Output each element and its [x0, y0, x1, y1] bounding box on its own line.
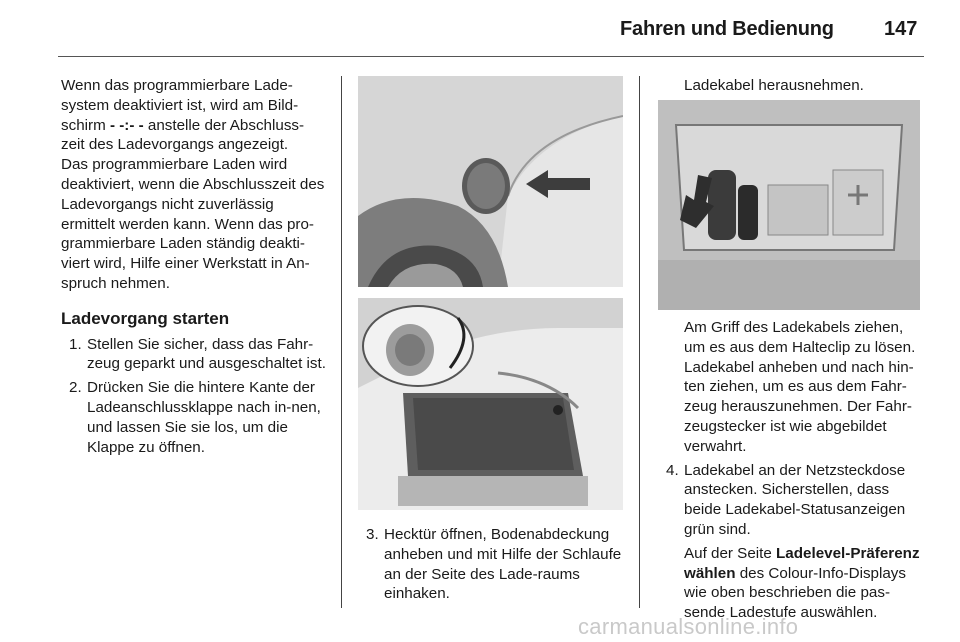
column-divider-left — [341, 76, 342, 608]
right-column-intro — [658, 76, 926, 96]
step-text: Stellen Sie sicher, dass das Fahr-zeug geparkt und ausgeschaltet ist. — [87, 335, 326, 373]
page-header-title: Fahren und Bedienung — [620, 18, 834, 40]
left-column — [61, 76, 326, 461]
deactivation-paragraph: Das programmierbare Laden wird deaktiviert, wenn die Abschlusszeit des Ladevorgangs nicht zuverlässig ermittelt werden kann. Wenn das pro-grammierbare Laden ständig deakti-viert wird, Hilfe einer Werkstatt in An-spruch nehmen. — [61, 156, 325, 292]
step-number: 3. — [366, 526, 379, 543]
blank-time-display: - -:- - — [109, 116, 144, 134]
steps-list-final — [658, 461, 926, 540]
charging-flap-illustration — [358, 76, 623, 287]
cable-storage-illustration — [658, 100, 920, 310]
cable-removal-instructions: Am Griff des Ladekabels ziehen, um es aus dem Halteclip zu lösen. Ladekabel anheben und nach hin-ten ziehen, um es aus dem Fahr-zeug herauszunehmen. Der Fahr-zeugstecker ist wie abgebildet verwahrt. — [684, 319, 916, 455]
cargo-area-illustration — [358, 298, 623, 510]
step-item — [61, 378, 326, 457]
right-column-text — [658, 318, 926, 623]
steps-list-continued — [358, 525, 624, 604]
step-text: Hecktür öffnen, Bodenabdeckung anheben und mit Hilfe der Schlaufe an der Seite des Lade-raums einhaken. — [384, 526, 622, 603]
step-item — [61, 335, 326, 375]
step-number: 1. — [69, 335, 82, 353]
header-rule — [58, 56, 924, 57]
step-number: 4. — [666, 461, 679, 479]
charge-level-preference-label: Ladelevel-Präferenz wählen — [684, 544, 920, 582]
steps-list — [61, 335, 326, 458]
column-divider-right — [639, 76, 640, 608]
watermark: carmanualsonline.info — [578, 614, 799, 639]
note-text-end: des Colour-Info-Displays wie oben beschrieben die pas-sende Ladestufe auswählen. — [684, 564, 906, 622]
intro-text-start: Wenn das programmierbare Lade-system deaktiviert ist, wird am Bild-schirm — [61, 77, 299, 134]
section-heading: Ladevorgang starten — [61, 308, 230, 328]
step-item — [658, 461, 926, 540]
cable-removal-intro: Ladekabel herausnehmen. — [684, 77, 864, 94]
middle-column-text — [358, 525, 624, 608]
page-number: 147 — [884, 18, 918, 40]
step-text: Drücken Sie die hintere Kante der Ladeanschlussklappe nach in-nen, und lassen Sie sie los, um die Klappe zu öffnen. — [87, 379, 321, 456]
intro-text-end: anstelle der Abschluss-zeit des Ladevorgangs angezeigt. — [61, 116, 305, 154]
step-text: Ladekabel an der Netzsteckdose anstecken. Sicherstellen, dass beide Ladekabel-Statusanzeigen grün sind. — [684, 461, 906, 538]
intro-paragraph — [61, 76, 326, 155]
step-number: 2. — [69, 379, 82, 397]
note-text-start: Auf der Seite — [684, 544, 777, 562]
step-item — [358, 525, 624, 604]
charge-level-note — [658, 544, 926, 623]
